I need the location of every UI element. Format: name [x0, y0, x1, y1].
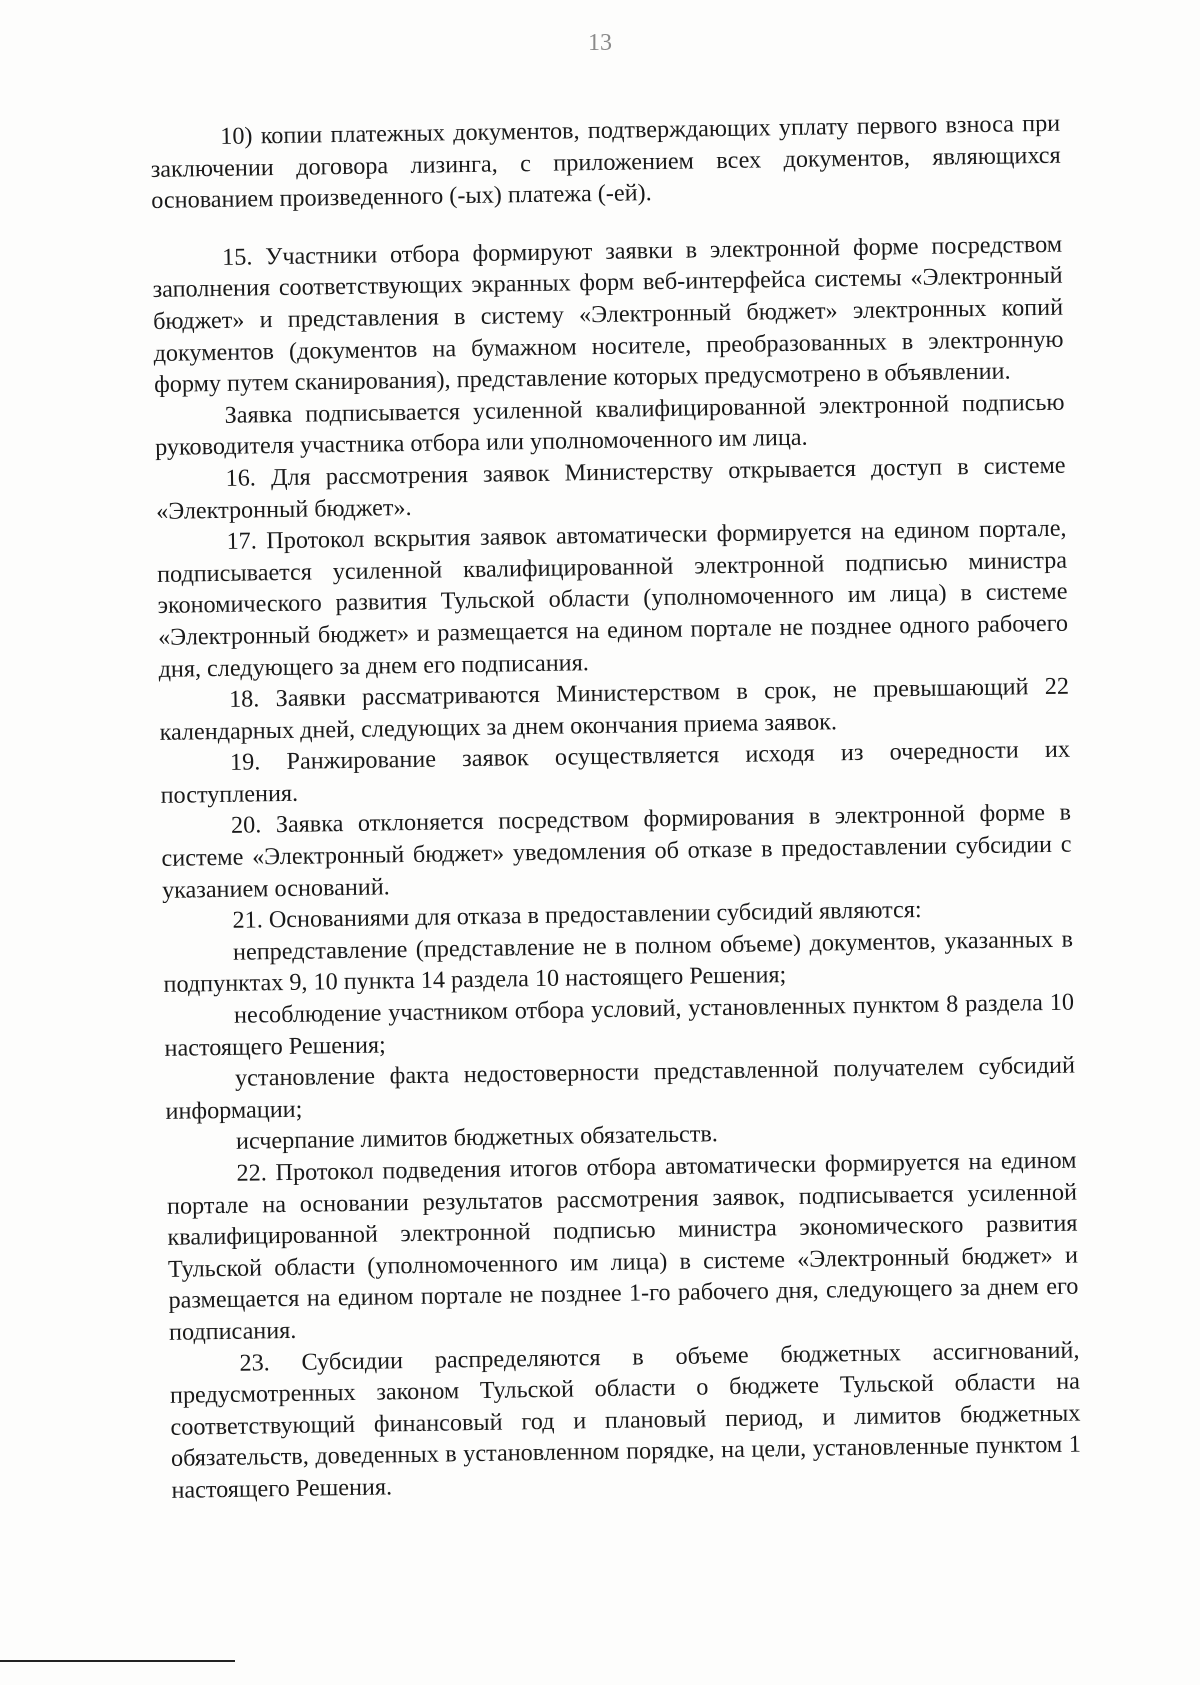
- paragraph-clause-15: 15. Участники отбора формируют заявки в электронной форме посредством заполнения соответствующих экранных форм веб-интерфейса системы «Электронный бюджет» и представления в систему «Электронный бюджет» электронных копий документов (документов на бумажном носителе, преобразованных в электронную форму путем сканирования), представление которых предусмотрено в объявлении.: [152, 230, 1064, 399]
- paragraph-ground-noncompliance: несоблюдение участником отбора условий, установленных пунктом 8 раздела 10 настоящего Решения;: [164, 988, 1075, 1062]
- paragraph-clause-23: 23. Субсидии распределяются в объеме бюджетных ассигнований, предусмотренных законом Тульской области о бюджете Тульской области на соответствующий финансовый год и плановый период, и лимитов бюджетных обязательств, доведенных в установленном порядке, на цели, установленные пунктом 1 настоящего Решения.: [169, 1336, 1082, 1504]
- paragraph-ground-false-info: установление факта недостоверности представленной получателем субсидий информации;: [165, 1051, 1076, 1125]
- paragraph-clause-18: 18. Заявки рассматриваются Министерством в срок, не превышающий 22 календарных дней, следующих за днем окончания приема заявок.: [159, 672, 1070, 746]
- paragraph-clause-20: 20. Заявка отклоняется посредством формирования в электронной форме в системе «Электронный бюджет» уведомления об отказе в предоставлении субсидии с указанием оснований.: [161, 799, 1072, 904]
- paragraph-signature-requirement: Заявка подписывается усиленной квалифицированной электронной подписью руководителя участника отбора или уполномоченного им лица.: [154, 388, 1065, 462]
- paragraph-clause-19: 19. Ранжирование заявок осуществляется исходя из очередности их поступления.: [160, 735, 1071, 809]
- paragraph-clause-22: 22. Протокол подведения итогов отбора автоматически формируется на едином портале на основании результатов рассмотрения заявок, подписывается усиленной квалифицированной электронной подписью министра экономического развития Тульской области (уполномоченного им лица) в системе «Электронный бюджет» и размещается на едином портале не позднее 1-го рабочего дня, следующего за днем его подписания.: [166, 1146, 1079, 1346]
- paragraph-clause-21: 21. Основаниями для отказа в предоставлении субсидий являются:: [232, 896, 922, 935]
- paragraph-item-10: 10) копии платежных документов, подтверждающих уплату первого взноса при заключении договора лизинга, с приложением всех документов, являющихся основанием произведенного (-ых) платежа (-ей).: [150, 109, 1061, 215]
- paragraph-ground-limits: исчерпание лимитов бюджетных обязательств.: [235, 1120, 719, 1156]
- paragraph-clause-17: 17. Протокол вскрытия заявок автоматически формируется на едином портале, подписывается усиленной квалифицированной электронной подписью министра экономического развития Тульской области (уполномоченного им лица) в системе «Электронный бюджет» и размещается на едином портале не позднее одного рабочего дня, следующего за днем его подписания.: [156, 514, 1069, 683]
- paragraph-ground-nonsubmission: непредставление (представление не в полном объеме) документов, указанных в подпунктах 9, 10 пункта 14 раздела 10 настоящего Решения;: [163, 925, 1074, 999]
- paragraph-clause-16: 16. Для рассмотрения заявок Министерству открывается доступ в системе «Электронный бюджет».: [155, 451, 1066, 525]
- footnote-separator-line: [0, 1660, 235, 1662]
- page-number: 13: [588, 30, 612, 56]
- document-body: [150, 108, 1082, 1507]
